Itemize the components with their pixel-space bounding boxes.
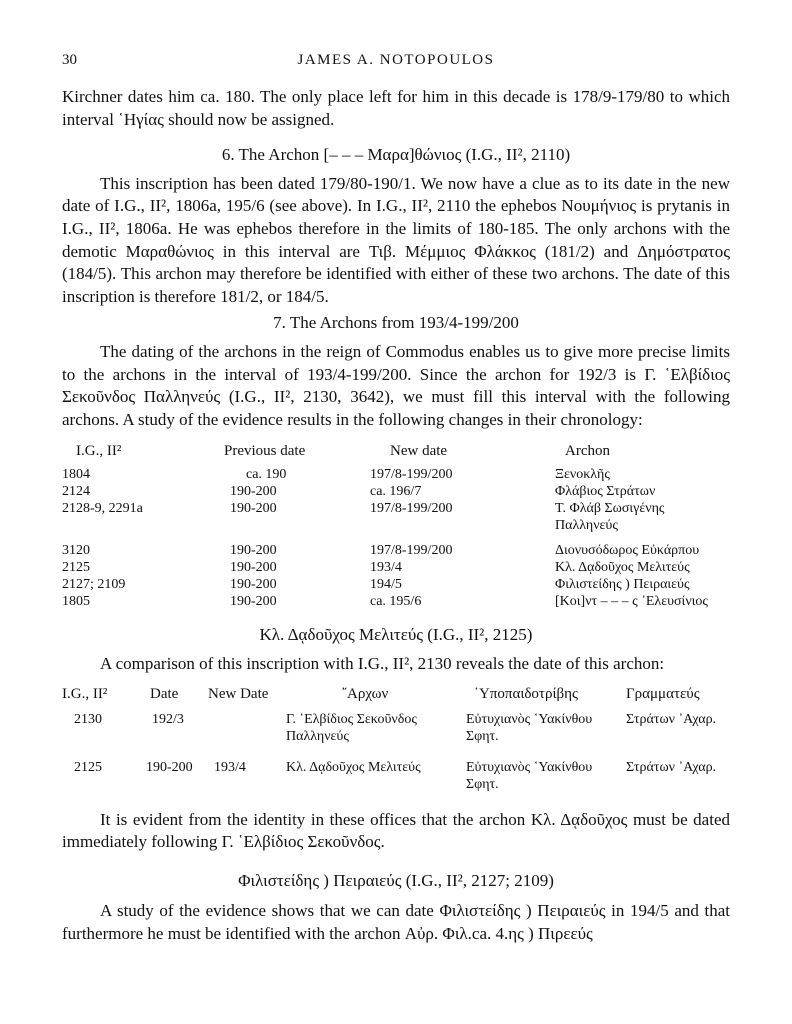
page-number: 30: [62, 52, 77, 68]
table-cell: 2124: [62, 484, 90, 500]
section-6-paragraph: This inscription has been dated 179/80-190/1. We now have a clue as to its date in the new date of I.G., II², 1806a, 195/6 (see above). In I.G., II², 2110 the ephebos Νουμήνιος is prytanis in I.G., II², 1806a. He was ephebos therefore in the limits of 180-185. The only archons with the demotic Μαραθώνιος in this interval are Τιβ. Μέμμιος Φλάκκος (181/2) and Δημόστρατος (184/5). This archon may therefore be identified with either of these two archons. The date of this inscription is therefore 181/2, or 184/5.: [62, 173, 730, 306]
table-header: Previous date: [224, 443, 306, 460]
table-cell: Φλάβιος Στράτων: [555, 484, 656, 500]
table-cell: 190-200: [146, 759, 193, 775]
table-cell: 193/4: [214, 759, 246, 775]
table-cell: 192/3: [152, 711, 184, 727]
table-cell: 2130: [74, 711, 102, 727]
table-header: Archon: [565, 443, 610, 460]
table-cell: 197/8-199/200: [370, 501, 453, 517]
evident-paragraph: It is evident from the identity in these offices that the archon Κλ. Δᾳδοῦχος must be dated immediately following Γ. ῾Ελβίδιος Σεκοῦνδος.: [62, 809, 730, 852]
table-cell: Στράτων ᾿Αχαρ.: [626, 759, 717, 775]
table-cell: 190-200: [230, 577, 277, 593]
table-cell: 3120: [62, 543, 90, 559]
table-row: [62, 593, 730, 610]
table-row: [62, 711, 730, 759]
table-cell: 190-200: [230, 501, 277, 517]
table-cell: 2128-9, 2291a: [62, 501, 143, 517]
table-cell: 1805: [62, 594, 90, 610]
table-cell: Εὐτυχιανὸς ῾Υακίνθου Σφητ.: [466, 711, 593, 744]
archon-chronology-table: [62, 443, 730, 610]
table-cell: ca. 195/6: [370, 594, 422, 610]
table-header-row: [62, 443, 730, 466]
table-header: Date: [150, 685, 179, 702]
table-cell: ca. 196/7: [370, 484, 422, 500]
final-paragraph: A study of the evidence shows that we can date Φιλιστείδης ) Πειραιεύς in 194/5 and that furthermore he must be identified with the archon Αὐρ. Φιλ.ca. 4.ης ) Πιρεεύς: [62, 901, 730, 943]
table-cell: Εὐτυχιανὸς ῾Υακίνθου Σφητ.: [466, 759, 593, 792]
running-head: JAMES A. NOTOPOULOS: [297, 52, 495, 68]
table-header: I.G., II²: [62, 685, 108, 702]
dadouchos-heading: Κλ. Δᾳδοῦχος Μελιτεύς (I.G., II², 2125): [259, 625, 533, 645]
table-cell: Κλ. Δᾳδοῦχος Μελιτεύς: [555, 560, 690, 576]
table-header: ῎Αρχων: [342, 685, 389, 702]
philisteides-heading: Φιλιστείδης ) Πειραιεύς (I.G., II², 2127; 2109): [238, 870, 554, 890]
table-cell: Ξενοκλῆς: [555, 467, 610, 483]
table-cell: 2125: [62, 560, 90, 576]
table-cell: ca. 190: [246, 467, 287, 483]
table-header: Γραμματεύς: [626, 685, 700, 702]
table-cell: 197/8-199/200: [370, 543, 453, 559]
article-body: [62, 86, 730, 945]
table-cell: [208, 711, 286, 759]
table-header: ῾Υποπαιδοτρίβης: [474, 685, 578, 702]
table-row: [62, 466, 730, 483]
table-header: New Date: [208, 685, 269, 702]
table-cell: Διονυσόδωρος Εὐκάρπου: [555, 543, 700, 559]
table-row: [62, 559, 730, 576]
table-cell: 190-200: [230, 594, 277, 610]
table-cell: 194/5: [370, 577, 402, 593]
comparison-paragraph: A comparison of this inscription with I.G., II², 2130 reveals the date of this archon:: [100, 653, 665, 673]
table-cell: 2127; 2109: [62, 577, 126, 593]
table-header: I.G., II²: [76, 443, 122, 460]
table-cell: Τ. Φλάβ Σωσιγένης Παλληνεύς: [555, 501, 665, 534]
table-row: [62, 483, 730, 500]
table-header-row: [62, 686, 730, 711]
comparison-table: [62, 686, 730, 793]
table-cell: Στράτων ᾿Αχαρ.: [626, 711, 717, 727]
table-cell: 197/8-199/200: [370, 467, 453, 483]
table-cell: Γ. ῾Ελβίδιος Σεκοῦνδος Παλληνεύς: [286, 711, 417, 744]
intro-paragraph: Kirchner dates him ca. 180. The only place left for him in this decade is 178/9-179/80 to which interval ῾Ηγίας should now be assigned.: [62, 87, 730, 129]
section-7-heading: 7. The Archons from 193/4-199/200: [273, 313, 519, 333]
table-header: New date: [390, 443, 448, 460]
section-6-heading: 6. The Archon [– – – Μαρα]θώνιος (I.G., II², 2110): [221, 145, 571, 165]
table-row: [62, 576, 730, 593]
table-row: [62, 542, 730, 559]
table-cell: 1804: [62, 467, 90, 483]
table-cell: Φιλιστείδης ) Πειραιεύς: [555, 577, 690, 593]
table-cell: Κλ. Δᾳδοῦχος Μελιτεύς: [286, 759, 421, 775]
table-cell: 193/4: [370, 560, 402, 576]
table-cell: 190-200: [230, 543, 277, 559]
table-cell: 190-200: [230, 484, 277, 500]
table-row: [62, 500, 730, 542]
table-row: [62, 759, 730, 793]
table-cell: [Κοι]ντ – – – ς ᾿Ελευσίνιος: [555, 594, 708, 610]
table-cell: 190-200: [230, 560, 277, 576]
table-cell: 2125: [74, 759, 102, 775]
section-7-paragraph: The dating of the archons in the reign of Commodus enables us to give more precise limits to the archons in the interval of 193/4-199/200. Since the archon for 192/3 is Γ. ῾Ελβίδιος Σεκοῦνδος Παλληνεύς (I.G., II², 2130, 3642), we must fill this interval with the following archons. A study of the evidence results in the following changes in their chronology:: [62, 341, 730, 429]
